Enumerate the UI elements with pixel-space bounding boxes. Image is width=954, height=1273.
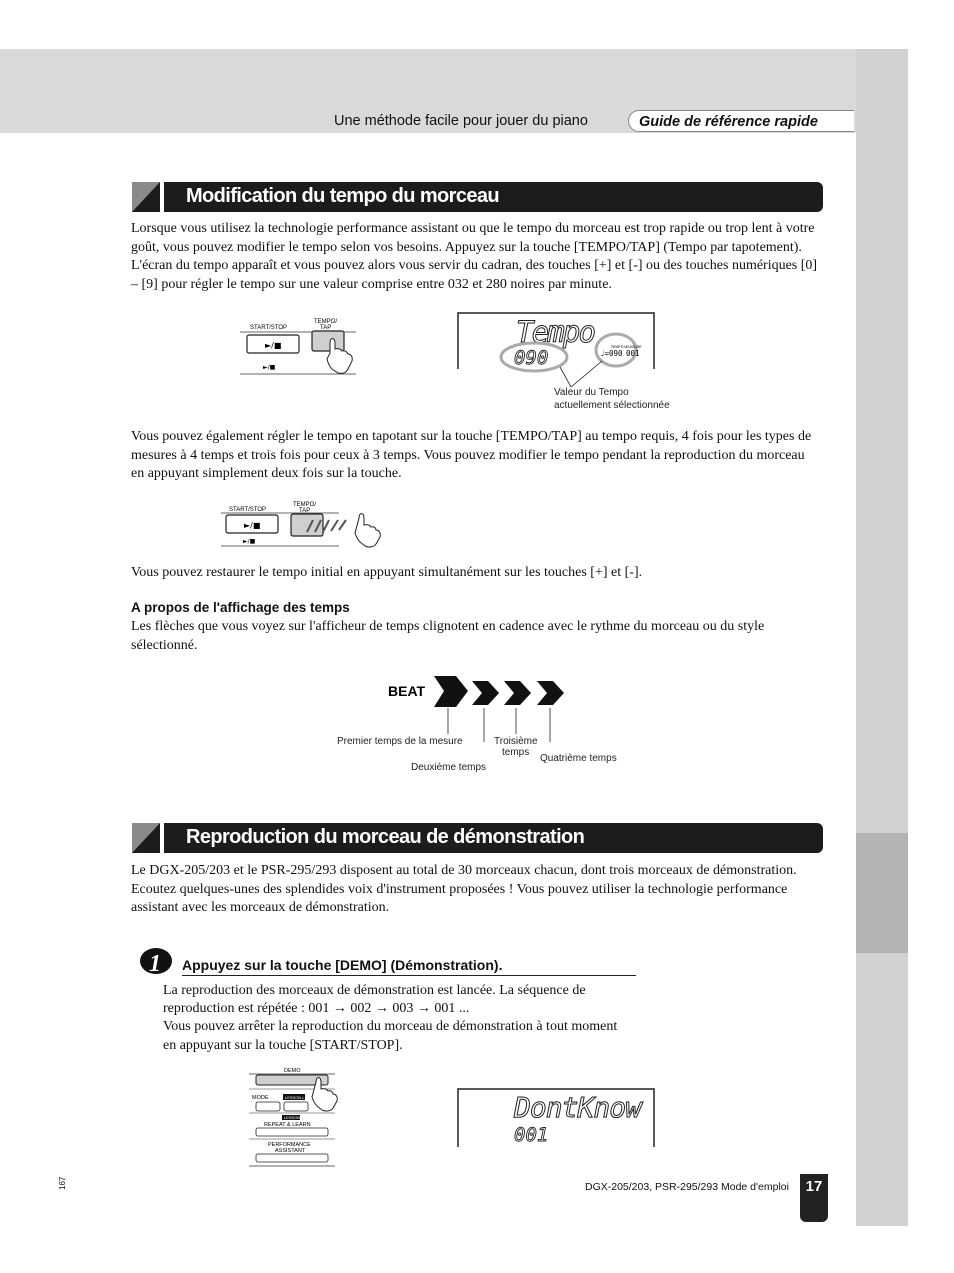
lesson-l-button: [284, 1102, 308, 1111]
tempo-intro-paragraph: Lorsque vous utilisez la technologie performance assistant ou que le tempo du morceau est trop rapide ou trop lent à votre goût, vous pouvez modifier le tempo selon vos besoins. Appuyez sur la touche [TEMPO/TAP] (Tempo par tapotement). L'écran du tempo apparaît et vous pouvez alors vous servir du cadran, des touches [+] et [-] ou des touches numériques [0] – [9] pour régler le tempo sur une valeur comprise entre 032 et 280 noires par minute.: [131, 221, 818, 292]
step-underline: [182, 975, 636, 976]
demo-label: DEMO: [284, 1068, 301, 1074]
mode-button: [256, 1102, 280, 1111]
running-title: Une méthode facile pour jouer du piano: [334, 113, 588, 129]
demo-intro-paragraph: Le DGX-205/203 et le PSR-295/293 disposent au total de 30 morceaux chacun, dont trois morceaux de démonstration. Ecoutez quelques-unes des splendides voix d'instrument proposées ! Vous pouvez utiliser la technologie performance assistant avec les morceaux de démonstration.: [131, 863, 797, 915]
tempo-tap-label-2: TAP: [320, 325, 332, 331]
tap-tempo-paragraph: Vous pouvez également régler le tempo en tapotant sur la touche [TEMPO/TAP] au tempo requis, 4 fois pour les types de mesures à 4 temps et trois fois pour ceux à 3 temps. Vous pouvez modifier le tempo pendant la reproduction du morceau en appuyant simplement deux fois sur la touche.: [131, 429, 812, 481]
step-number-icon: [138, 946, 174, 976]
manual-title: DGX-205/203, PSR-295/293 Mode d'emploi: [585, 1181, 789, 1193]
repeat-learn-button: [256, 1128, 328, 1136]
panel-demo-illustration: [246, 1064, 346, 1170]
play-stop-glyph-2: ►/■: [244, 521, 261, 530]
section-heading-demo: [132, 823, 823, 853]
panel-tap-illustration: [219, 498, 389, 550]
beat-label: BEAT: [388, 683, 426, 699]
mode-label: MODE: [252, 1095, 269, 1101]
lcd-demo-display: [456, 1087, 658, 1149]
lcd-demo-song-number: 001: [514, 1124, 549, 1146]
section-tab-label: Guide de référence rapide: [639, 114, 818, 130]
lcd-tempo-value: 090: [514, 347, 549, 369]
beat-display-paragraph: Les flèches que vous voyez sur l'afficheur de temps clignotent en cadence avec le rythme du morceau ou du style sélectionné.: [131, 619, 765, 653]
play-stop-glyph-small-2: ►/■: [243, 538, 256, 545]
lcd-demo-song-name: DontKnow: [514, 1091, 642, 1124]
page-number-tab: [800, 1174, 828, 1222]
tempo-tap-label-2b: TAP: [299, 508, 311, 514]
lcd-main-text: Tempo: [516, 315, 596, 349]
step-paragraph-1: La reproduction des morceaux de démonstration est lancée. La séquence de reproduction est répétée : 001 → 002 → 003 → 001 ...: [163, 983, 586, 1017]
section-marker-icon-2: [132, 823, 160, 853]
lcd-mini-header: TEMPO MEASURE: [611, 345, 642, 349]
beat-arrow-1-icon: [434, 676, 468, 707]
tapping-hand-icon: [355, 514, 380, 548]
repeat-learn-label: REPEAT & LEARN: [264, 1122, 311, 1128]
side-band: [856, 49, 908, 1226]
play-stop-glyph: ►/■: [265, 341, 282, 350]
section-title: Modification du tempo du morceau: [186, 185, 500, 207]
page-number: 17: [805, 1178, 823, 1195]
beat-arrow-2-icon: [472, 681, 499, 705]
step-paragraph-2: Vous pouvez arrêter la reproduction du morceau de démonstration à tout moment en appuyant sur la touche [START/STOP].: [163, 1019, 618, 1053]
beat-arrow-3-icon: [504, 681, 531, 705]
beat-third-label-1: Troisième: [494, 736, 538, 747]
callout-tempo-value-1: Valeur du Tempo: [554, 387, 629, 398]
tempo-tap-label-2a: TEMPO/: [293, 502, 317, 508]
side-chapter-tab: [856, 833, 908, 953]
performance-label-1: PERFORMANCE: [268, 1142, 311, 1148]
beat-arrow-4-icon: [537, 681, 564, 705]
beat-second-label: Deuxième temps: [411, 762, 487, 773]
tempo-tap-label-1: TEMPO/: [314, 319, 338, 325]
step-heading: Appuyez sur la touche [DEMO] (Démonstration).: [182, 957, 503, 973]
section-heading-tempo: [132, 182, 823, 212]
play-stop-glyph-small: ►/■: [263, 364, 276, 371]
lesson-l-label: LESSON L: [285, 1095, 305, 1100]
beat-fourth-label: Quatrième temps: [540, 753, 617, 764]
step-body: [163, 982, 633, 1055]
section-marker-icon: [132, 182, 160, 212]
performance-assistant-button: [256, 1154, 328, 1162]
callout-tempo-value-2: actuellement sélectionnée: [554, 400, 670, 411]
panel-tempo-illustration: [238, 315, 378, 377]
restore-tempo-paragraph: Vous pouvez restaurer le tempo initial en appuyant simultanément sur les touches [+] et [-].: [131, 565, 643, 580]
lesson-label: LESSON: [284, 1115, 301, 1120]
step-number: 1: [149, 951, 161, 976]
start-stop-label: START/STOP: [250, 325, 288, 331]
margin-code: 167: [58, 1176, 67, 1190]
tempo-tap-button: [312, 331, 344, 351]
beat-arrows-illustration: [380, 672, 580, 742]
lcd-mini-beat: 001: [626, 349, 640, 358]
beat-display-subhead: A propos de l'affichage des temps: [131, 600, 350, 615]
section-title-2: Reproduction du morceau de démonstration: [186, 826, 585, 848]
section-tab: [628, 110, 854, 132]
beat-first-label: Premier temps de la mesure: [337, 736, 463, 747]
start-stop-label-2: START/STOP: [229, 507, 267, 513]
performance-label-2: ASSISTANT: [275, 1148, 306, 1154]
lcd-mini-tempo: ♩=090: [600, 349, 623, 358]
beat-third-label-2: temps: [502, 747, 530, 758]
